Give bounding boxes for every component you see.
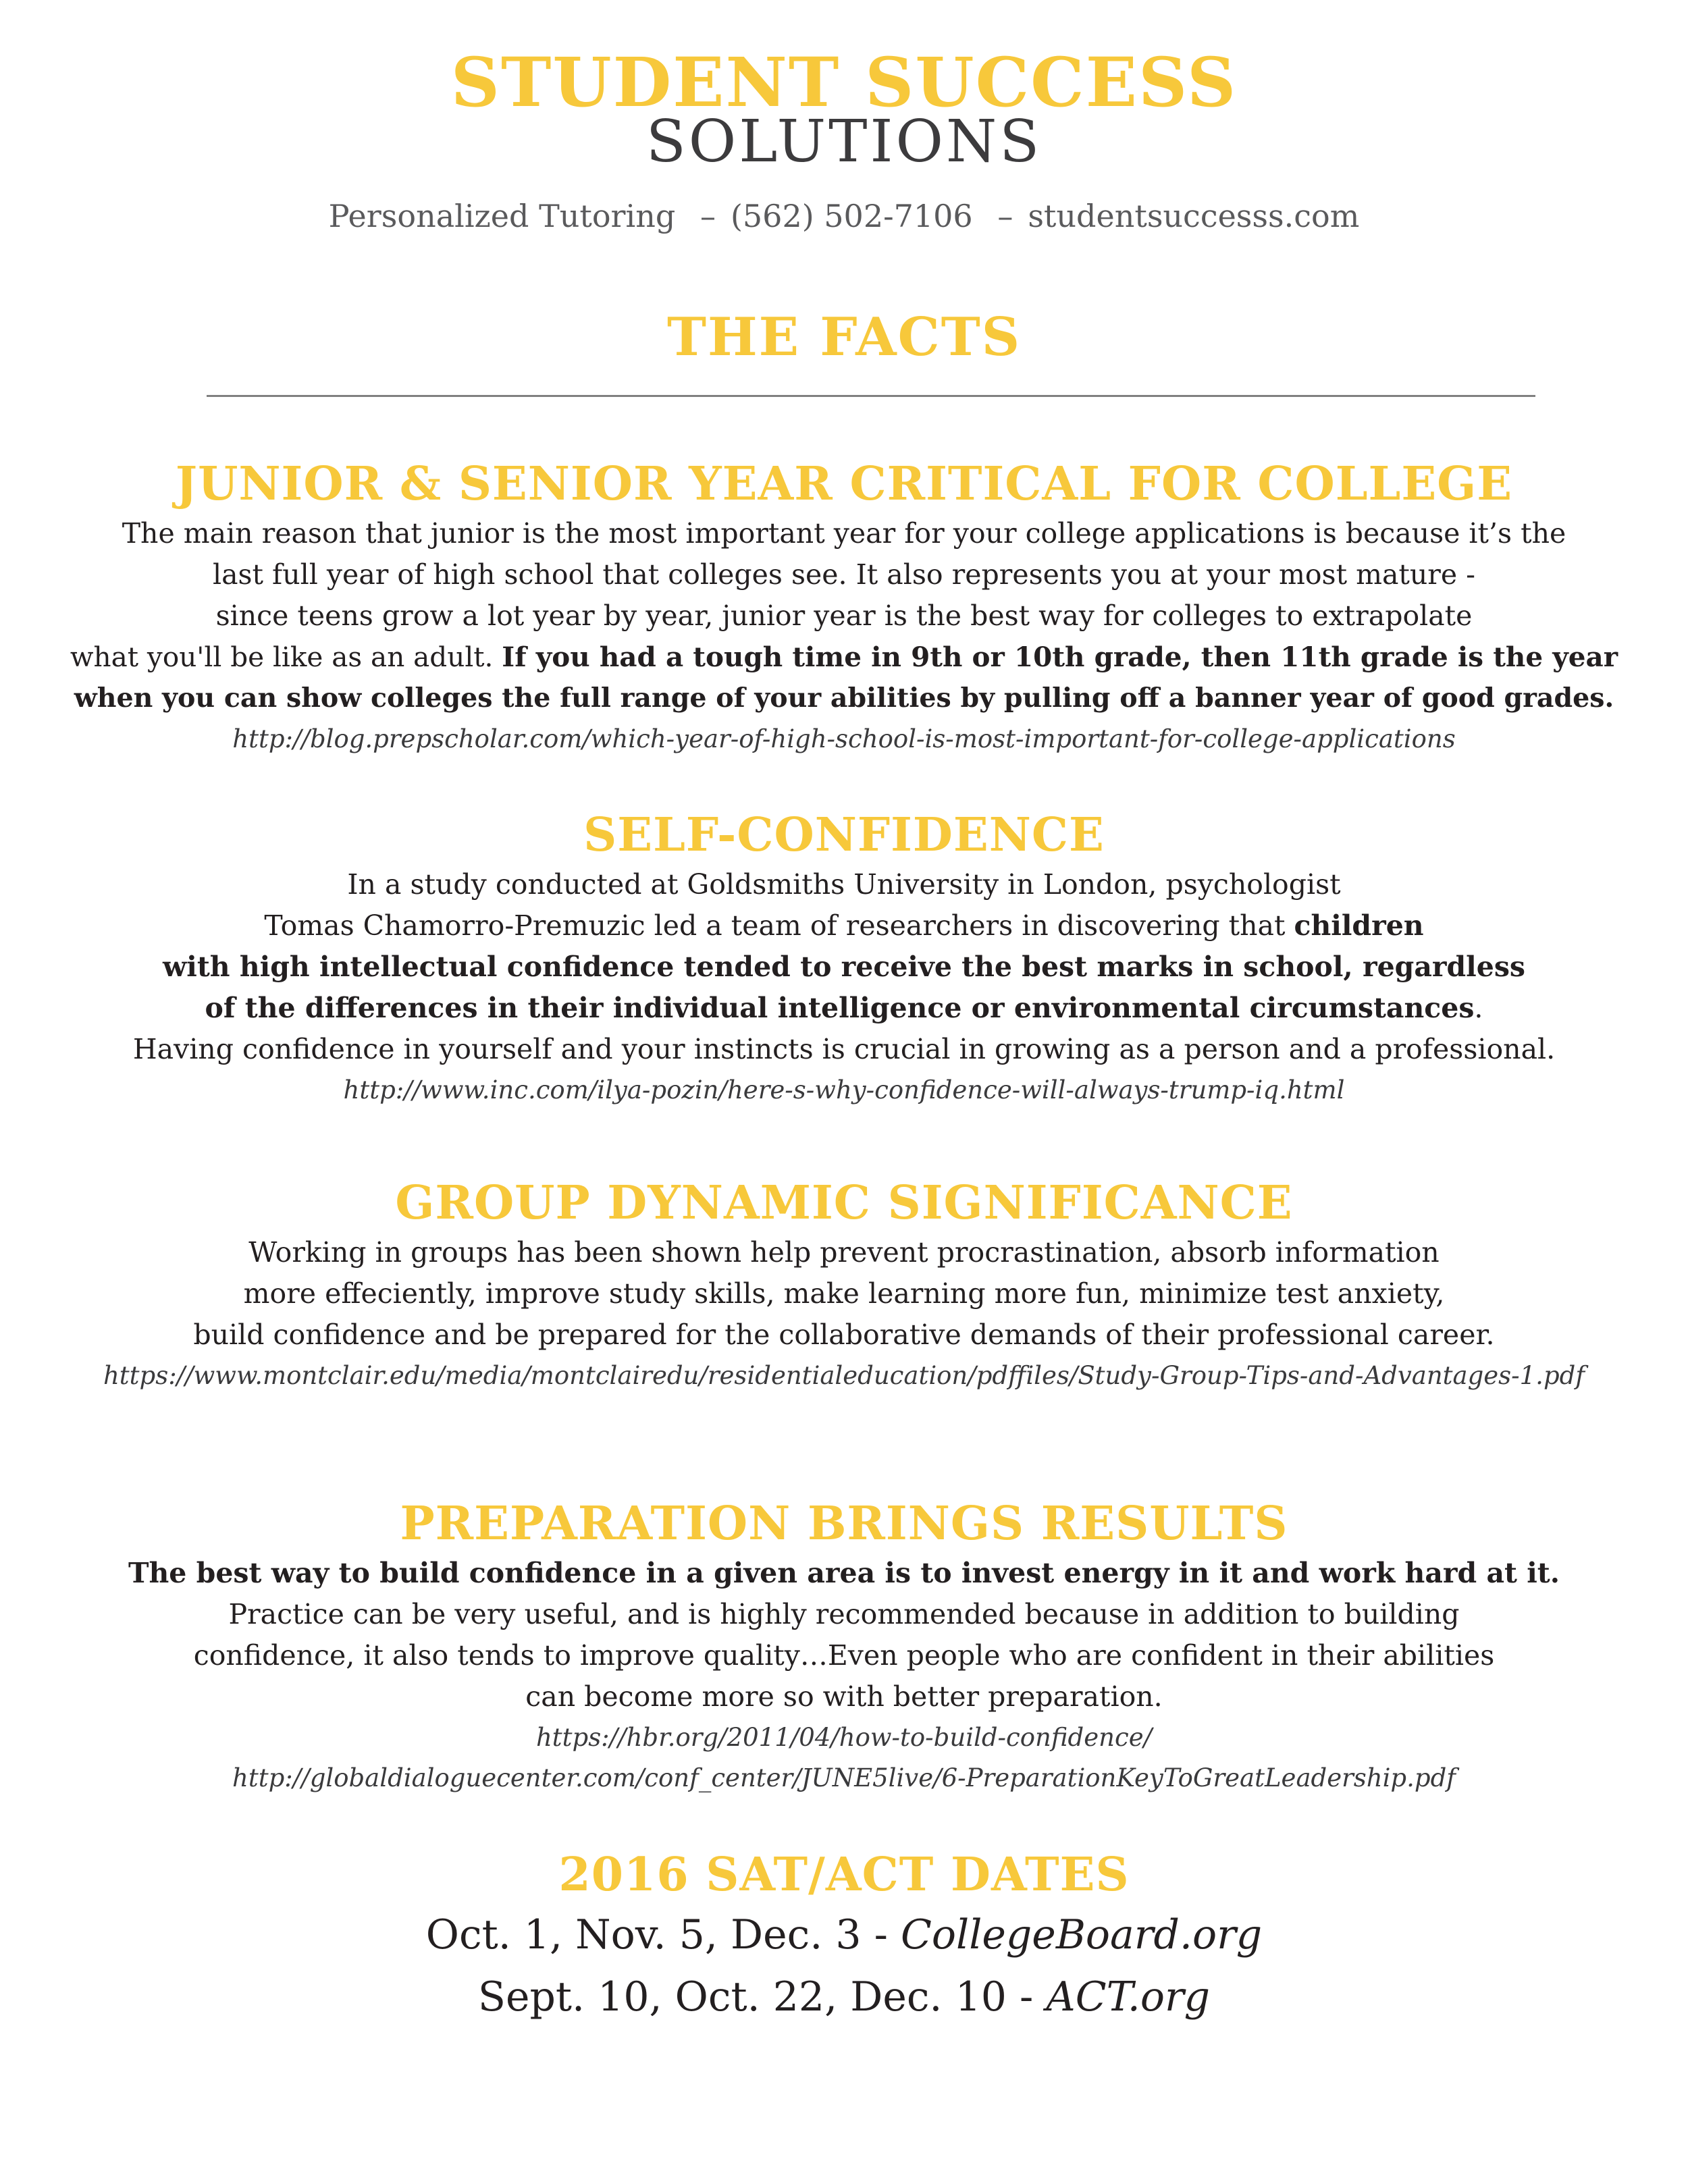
body-line: Having confidence in yourself and your instincts is crucial in growing as a person and a professional. (132, 1033, 1556, 1065)
contact-separator: – (997, 198, 1013, 234)
body-emphasis: The best way to build confidence in a given area is to invest energy in it and work hard at it. (128, 1557, 1560, 1589)
body-line (68, 947, 1620, 988)
body-emphasis: children (1294, 909, 1424, 942)
source-link[interactable]: http://www.inc.com/ilya-pozin/here-s-why-confidence-will-always-trump-iq.html (343, 1075, 1345, 1104)
body-line: confidence, it also tends to improve quality…Even people who are confident in their abilities (193, 1639, 1495, 1672)
body-text: . (1474, 992, 1483, 1024)
brand-name-line2: SOLUTIONS (645, 108, 1043, 176)
section-title-preparation: PREPARATION BRINGS RESULTS (400, 1497, 1288, 1551)
brand-name-line1: STUDENT SUCCESS (450, 43, 1238, 122)
title-divider (207, 395, 1535, 397)
sat-dates: Oct. 1, Nov. 5, Dec. 3 (425, 1911, 862, 1959)
body-text: Tomas Chamorro-Premuzic led a team of researchers in discovering that (264, 909, 1294, 942)
section-title-test-dates: 2016 SAT/ACT DATES (558, 1848, 1130, 1902)
body-line (68, 678, 1620, 719)
body-line (68, 988, 1620, 1029)
website-link[interactable]: studentsuccesss.com (1028, 198, 1360, 234)
source-link[interactable]: http://globaldialoguecenter.com/conf_center/JUNE5live/6-PreparationKeyToGreatLeadership.pdf (232, 1763, 1456, 1792)
section-body-group (68, 1232, 1620, 1396)
act-link[interactable]: ACT.org (1046, 1973, 1211, 2021)
section-body-confidence (68, 864, 1620, 1111)
body-line: since teens grow a lot year by year, junior year is the best way for colleges to extrapolate (215, 600, 1473, 632)
test-dates-block (0, 1904, 1688, 2028)
body-emphasis: when you can show colleges the full range of your abilities by pulling off a banner year of good grades. (74, 683, 1614, 714)
source-link[interactable]: https://hbr.org/2011/04/how-to-build-confidence/ (535, 1723, 1153, 1752)
body-line (68, 1553, 1620, 1594)
section-title-group: GROUP DYNAMIC SIGNIFICANCE (395, 1176, 1293, 1230)
source-link[interactable]: http://blog.prepscholar.com/which-year-of-high-school-is-most-important-for-college-applications (232, 724, 1456, 753)
page-title: THE FACTS (666, 307, 1022, 368)
body-text: what you'll be like as an adult. (70, 641, 502, 673)
section-body-junior (68, 513, 1620, 760)
body-emphasis: with high intellectual confidence tended to receive the best marks in school, regardless (162, 951, 1525, 983)
body-line: last full year of high school that colleges see. It also represents you at your most mature - (212, 558, 1476, 591)
contact-line (0, 196, 1688, 236)
dates-dash: - (861, 1911, 901, 1959)
section-title-junior: JUNIOR & SENIOR YEAR CRITICAL FOR COLLEGE (175, 457, 1513, 511)
body-line (68, 637, 1620, 678)
body-line: Practice can be very useful, and is highly recommended because in addition to building (228, 1598, 1460, 1630)
sat-dates-line (0, 1904, 1688, 1966)
body-line: Working in groups has been shown help prevent procrastination, absorb information (248, 1236, 1440, 1269)
collegeboard-link[interactable]: CollegeBoard.org (900, 1911, 1263, 1959)
body-line (68, 905, 1620, 947)
section-title-confidence: SELF-CONFIDENCE (583, 808, 1105, 862)
act-dates: Sept. 10, Oct. 22, Dec. 10 (477, 1973, 1007, 2021)
service-label: Personalized Tutoring (328, 198, 676, 234)
body-line: more effeciently, improve study skills, make learning more fun, minimize test anxiety, (243, 1277, 1445, 1310)
contact-separator: – (700, 198, 716, 234)
body-line: In a study conducted at Goldsmiths University in London, psychologist (347, 868, 1341, 901)
body-line: The main reason that junior is the most important year for your college applications is because it’s the (122, 517, 1566, 550)
source-link[interactable]: https://www.montclair.edu/media/montclairedu/residentialeducation/pdffiles/Study-Group-Tips-and-Advantages-1.pdf (103, 1361, 1585, 1390)
body-emphasis: of the differences in their individual intelligence or environmental circumstances (205, 992, 1475, 1024)
body-line: build confidence and be prepared for the collaborative demands of their professional career. (193, 1319, 1495, 1351)
act-dates-line (0, 1966, 1688, 2028)
body-emphasis: If you had a tough time in 9th or 10th grade, then 11th grade is the year (502, 641, 1618, 673)
dates-dash: - (1006, 1973, 1047, 2021)
body-line: can become more so with better preparation. (525, 1680, 1163, 1713)
section-body-preparation (68, 1553, 1620, 1799)
phone-number: (562) 502-7106 (730, 198, 973, 234)
